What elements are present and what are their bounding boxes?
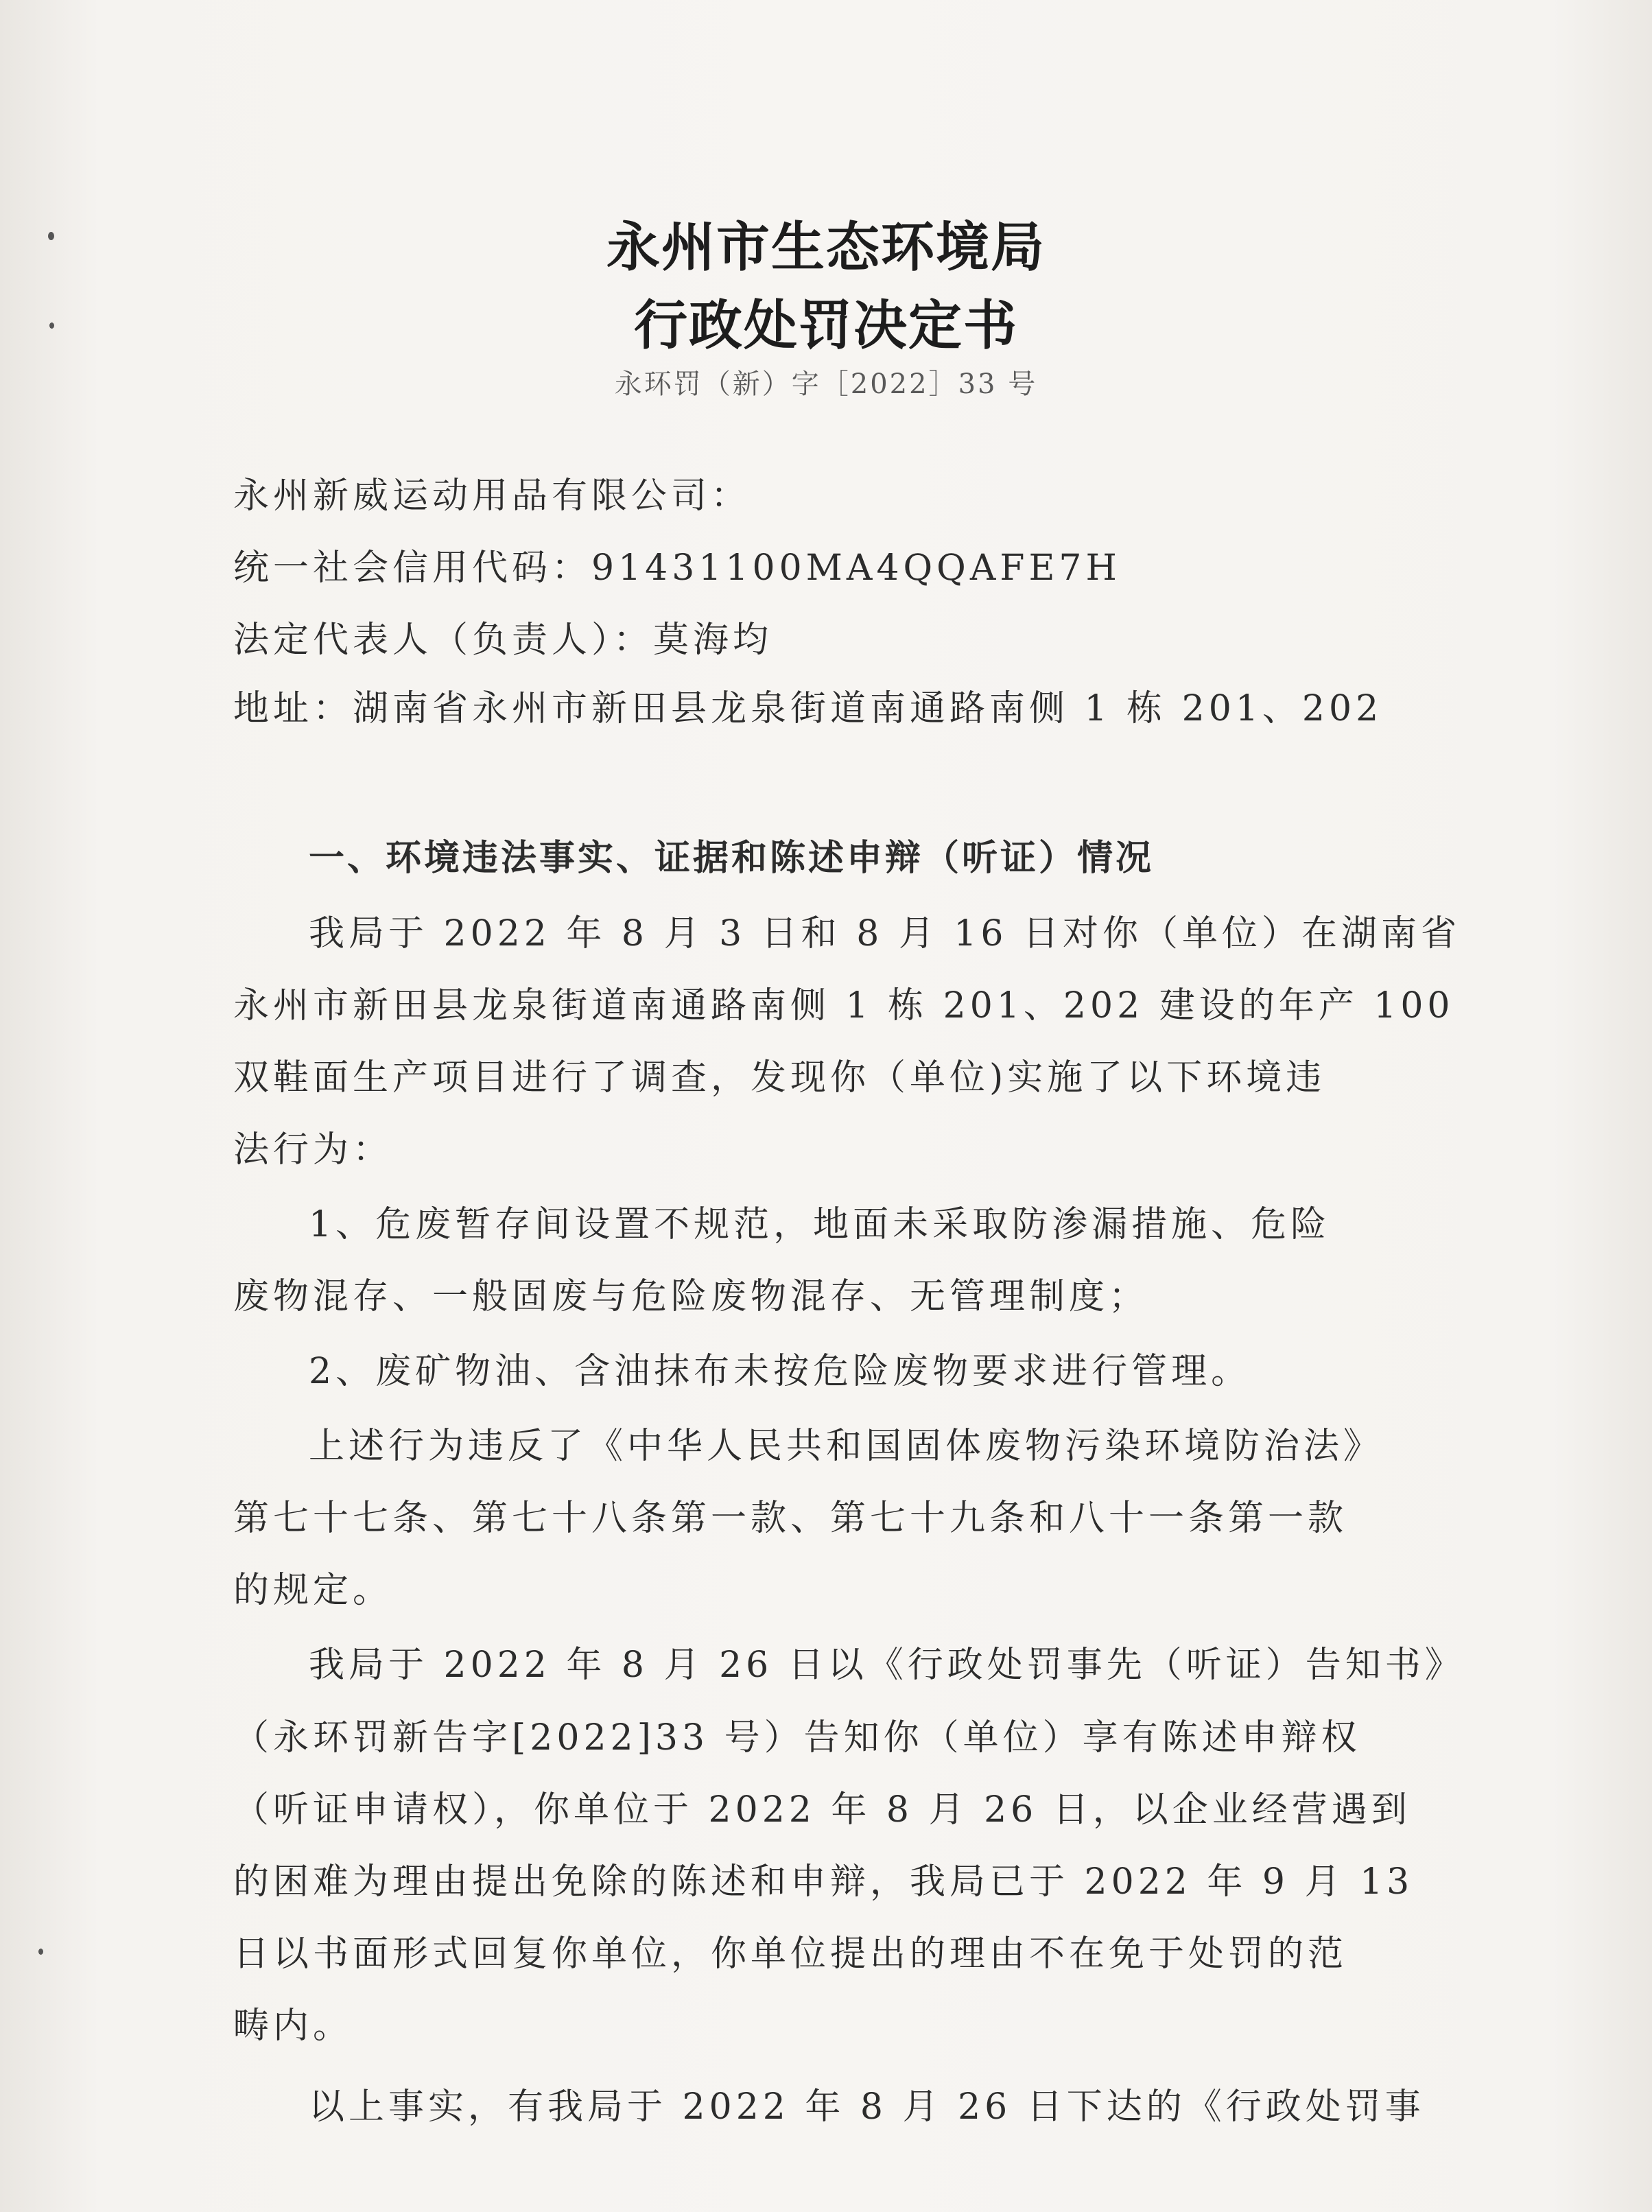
document-title-line2: 行政处罚决定书 — [633, 295, 1018, 357]
body-line: （听证申请权），你单位于 2022 年 8 月 26 日，以企业经营遇到 — [233, 1789, 1411, 1831]
body-line: 双鞋面生产项目进行了调查，发现你（单位)实施了以下环境违 — [233, 1057, 1326, 1098]
party-address: 地址：湖南省永州市新田县龙泉街道南通路南侧 1 栋 201、202 — [233, 688, 1383, 729]
body-line: 2、废矿物油、含油抹布未按危险废物要求进行管理。 — [309, 1351, 1251, 1392]
body-line: 上述行为违反了《中华人民共和国固体废物污染环境防治法》 — [309, 1426, 1384, 1467]
body-line: 畴内。 — [233, 2005, 353, 2047]
body-line: 日以书面形式回复你单位，你单位提出的理由不在免于处罚的范 — [233, 1933, 1348, 1975]
body-line: 我局于 2022 年 8 月 3 日和 8 月 16 日对你（单位）在湖南省 — [309, 913, 1461, 954]
party-legal-rep: 法定代表人（负责人）：莫海均 — [233, 620, 773, 661]
body-line: 我局于 2022 年 8 月 26 日以《行政处罚事先（听证）告知书》 — [309, 1645, 1465, 1686]
section-heading: 一、环境违法事实、证据和陈述申辩（听证）情况 — [309, 838, 1155, 879]
party-company: 永州新威运动用品有限公司： — [233, 475, 751, 517]
body-line: 永州市新田县龙泉街道南通路南侧 1 栋 201、202 建设的年产 100 — [233, 985, 1454, 1026]
body-line: 的规定。 — [233, 1570, 393, 1611]
scan-speck — [38, 1949, 43, 1955]
body-line: 废物混存、一般固废与危险废物混存、无管理制度； — [233, 1276, 1149, 1317]
body-line: 法行为： — [233, 1129, 393, 1170]
document-number: 永环罚（新）字［2022］33 号 — [614, 368, 1038, 400]
document-title-line1: 永州市生态环境局 — [606, 217, 1046, 279]
body-line: 1、危废暂存间设置不规范，地面未采取防渗漏措施、危险 — [309, 1204, 1331, 1245]
body-line: 的困难为理由提出免除的陈述和申辩，我局已于 2022 年 9 月 13 — [233, 1861, 1414, 1903]
party-credit-code: 统一社会信用代码：91431100MA4QQAFE7H — [233, 548, 1121, 589]
body-line: 以上事实，有我局于 2022 年 8 月 26 日下达的《行政处罚事 — [309, 2086, 1425, 2128]
body-line: （永环罚新告字[2022]33 号）告知你（单位）享有陈述申辩权 — [233, 1717, 1361, 1758]
body-line: 第七十七条、第七十八条第一款、第七十九条和八十一条第一款 — [233, 1498, 1348, 1539]
